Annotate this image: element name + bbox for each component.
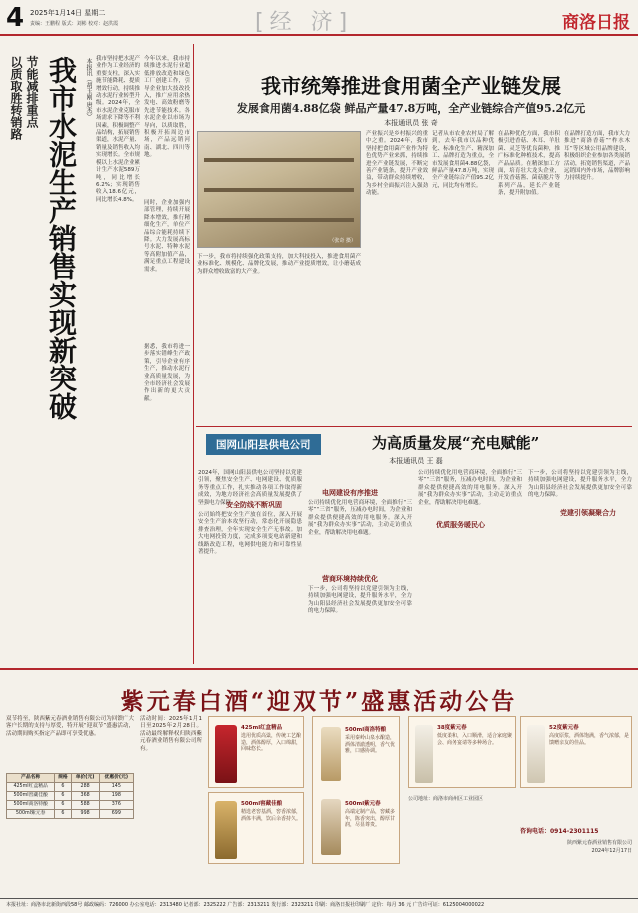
newspaper-logo: 商洛日报 bbox=[562, 13, 630, 33]
subhead-safety: 安全防线不断巩固 bbox=[226, 501, 282, 509]
liquor-bottle-icon bbox=[321, 799, 341, 855]
main-story-col4: 在品牌打造方面，我市大力推进“商洛香菇”“柞水木耳”等区域公用品牌建设，积极组织企业参加各类展销活动，拓宽销售渠道，产品远销国内外市场，品牌影响力持续提升。 bbox=[564, 131, 631, 182]
left-kicker-2: 节能减排重点 bbox=[25, 56, 39, 128]
product-name: 425ml红盒精品 bbox=[241, 725, 283, 731]
table-row bbox=[7, 783, 134, 792]
table-cell: 425ml红盒精品 bbox=[7, 783, 55, 792]
ad-hotline: 咨询电话：0914-2301115 bbox=[520, 828, 599, 835]
table-row bbox=[7, 810, 134, 819]
left-story-col3: 同时，企业加强内部管理，持续开展降本增效，推行精细化生产，单位产品综合能耗持续下降。大力发展高标号水泥、特种水泥等高附加值产品，满足重点工程建设需求。 bbox=[144, 200, 190, 273]
table-cell: 6 bbox=[55, 792, 71, 801]
second-story-col1: 2024年，国网山阳县供电公司坚持以党建引领，聚焦安全生产、电网建设、优质服务等重点工作，扎实推动各项工作取得新成效，为地方经济社会高质量发展提供了坚强电力保障。 bbox=[198, 470, 302, 506]
photo-shelf bbox=[204, 188, 354, 192]
ad-price-table bbox=[6, 773, 134, 819]
left-story-col4: 据悉，我市将进一步落实错峰生产政策，引导企业有序生产，推动水泥行业高质量发展，为全市经济社会发展作出新的更大贡献。 bbox=[144, 344, 190, 402]
ad-company: 陕西紫元春酒业销售有限公司 bbox=[566, 840, 632, 846]
ad-address: 公司地址：商洛市商州区工业园区 bbox=[408, 796, 484, 802]
left-story-col2: 今年以来，我市持续推进水泥行业超低排放改造和绿色工厂创建工作，引导企业加大技改投入，推广应用余热发电、高效粉磨等先进节能技术。各水泥企业以市场为导向，以质取胜，积极开拓周边市场，产品远销河南、湖北、四川等地。 bbox=[144, 56, 190, 159]
photo-shelf bbox=[204, 218, 354, 222]
main-story-col1: 产业振兴是乡村振兴的重中之重。2024年，我市坚持把食用菌产业作为特色优势产业来抓，持续推进全产业链发展，不断完善产业链条，提升产业效益，带动群众持续增收，为乡村全面振兴注入强劲动能。 bbox=[366, 131, 428, 197]
table-cell: 500ml紫元春 bbox=[7, 810, 55, 819]
table-cell: 376 bbox=[99, 801, 133, 810]
table-cell: 588 bbox=[71, 801, 99, 810]
main-subheadline: 发展食用菌4.88亿袋 鲜品产量47.8万吨，全产业链综合产值95.2亿元 bbox=[236, 102, 586, 115]
left-kicker-1: 以质取胜转销路 bbox=[9, 56, 23, 140]
table-cell: 500ml商洛特酿 bbox=[7, 801, 55, 810]
table-row bbox=[7, 801, 134, 810]
ad-intro-left: 双节将至，陕西紫元春酒业销售有限公司为回馈广大客户长期的支持与厚爱，特开展“迎双节”盛惠活动，活动期间购买指定产品即可享受优惠。 bbox=[6, 716, 134, 737]
subhead-party: 党建引领凝聚合力 bbox=[560, 509, 616, 517]
main-byline: 本报通讯员 张 奇 bbox=[384, 119, 438, 127]
ad-divider bbox=[0, 668, 638, 670]
subhead-business: 营商环境持续优化 bbox=[322, 575, 378, 583]
main-story-col5: 下一步，我市将持续强化政策支持，加大科技投入，推进食用菌产业标准化、规模化、品牌化发展，推动产业提质增效，让小蘑菇成为群众增收致富的大产业。 bbox=[197, 254, 361, 275]
mushroom-farm-photo bbox=[197, 131, 361, 248]
table-cell: 368 bbox=[71, 792, 99, 801]
second-headline: 为高质量发展“充电赋能” bbox=[372, 434, 540, 452]
product-card-4 bbox=[408, 716, 516, 788]
product-desc: 采用秦岭山泉水酿造，酒体清澈透明，香气优雅，口感协调。 bbox=[345, 735, 396, 755]
second-byline: 本报通讯员 王 磊 bbox=[389, 457, 443, 465]
section-title: [经 济] bbox=[255, 10, 354, 35]
photo-shelf bbox=[204, 158, 354, 162]
left-story-col1: 我市坚持把水泥产业作为工业经济的重要支柱，深入实施节能降耗、提质增效行动，持续推动水泥行业转型升级。2024年，全市水泥企业克服市场需求下降等不利因素，积极调整产品结构，拓展销售渠道，水泥产量、销量及销售收入均实现增长。全市规模以上水泥企业累计生产水泥589万吨，同比增长6.2%；实现销售收入18.6亿元，同比增长4.8%。 bbox=[96, 56, 141, 203]
page-number: 4 bbox=[6, 3, 25, 33]
liquor-bottle-icon bbox=[527, 725, 545, 783]
ad-intro-right: 活动时间：2025年1月1日至2025年2月28日。活动最终解释权归陕西紫元春酒业销售有限公司所有。 bbox=[140, 716, 202, 752]
product-name: 52度紫元春 bbox=[549, 725, 579, 731]
product-name: 500ml窖藏佳酿 bbox=[241, 801, 283, 807]
product-desc: 高度原浆，酒体饱满，香气浓郁，是馈赠亲友的佳品。 bbox=[549, 733, 630, 746]
second-story-col6: 下一步，公司将坚持以党建引领为主线，持续加强电网建设，提升服务水平，全力为山阳县经济社会发展提供更加安全可靠的电力保障。 bbox=[528, 470, 632, 499]
table-cell: 998 bbox=[71, 810, 99, 819]
product-card-1 bbox=[208, 716, 304, 788]
story-divider bbox=[196, 426, 632, 427]
product-desc: 精选老窖基酒，窖香浓郁，酒体丰满，饮后余香持久。 bbox=[241, 809, 302, 822]
left-headline: 我市水泥生产销售实现新突破 bbox=[45, 56, 78, 420]
ad-title: 紫元春白酒“迎双节”盛惠活动公告 bbox=[120, 688, 518, 715]
second-story-col4: 下一步，公司将坚持以党建引领为主线，持续加强电网建设，提升服务水平，全力为山阳县经济社会发展提供更加安全可靠的电力保障。 bbox=[308, 586, 412, 615]
table-cell: 145 bbox=[99, 783, 133, 792]
table-row bbox=[7, 792, 134, 801]
table-header: 产品名称 bbox=[7, 774, 55, 783]
ad-date: 2024年12月17日 bbox=[591, 848, 632, 854]
product-desc: 高端定制产品，窖藏多年，陈香突出，醇厚甘润，尽显尊贵。 bbox=[345, 809, 396, 829]
editors-line: 责编：王鹏程 版式：刘彬 校对：赵洪霞 bbox=[30, 21, 119, 27]
liquor-bottle-icon bbox=[415, 725, 433, 783]
table-header: 优惠价(元) bbox=[99, 774, 133, 783]
main-story-col3: 在品种优化方面，我市积极引进香菇、木耳、羊肚菌、灵芝等优良菌种，推广标准化种植技术，提高产品品质。在精深加工方面，培育壮大龙头企业，开发香菇酱、菌菇脆片等系列产品，延长产业链条，提升附加值。 bbox=[498, 131, 560, 197]
liquor-box-icon bbox=[215, 725, 237, 783]
subhead-grid: 电网建设有序推进 bbox=[322, 489, 378, 497]
liquor-bottle-icon bbox=[321, 727, 341, 781]
product-name: 500ml商洛特酿 bbox=[345, 727, 387, 733]
subhead-service: 优质服务暖民心 bbox=[436, 521, 485, 529]
column-divider bbox=[193, 44, 194, 664]
photo-caption: （张奇 摄） bbox=[329, 238, 356, 244]
table-header-row bbox=[7, 774, 134, 783]
product-card-2 bbox=[208, 792, 304, 864]
second-story-col2: 公司始终把安全生产放在首位，深入开展安全生产治本攻坚行动，常态化开展隐患排查治理，全年实现安全生产无事故。加大电网投资力度，完成多项变电站新建和线路改造工程，电网供电能力和可靠性显著提升。 bbox=[198, 512, 302, 556]
table-cell: 6 bbox=[55, 801, 71, 810]
main-story-col2: 记者从市农业农村局了解到，去年我市以品种优化、标准化生产、精深加工、品牌打造为重点，全市发展食用菌4.88亿袋，鲜品产量47.8万吨，实现全产业链综合产值95.2亿元，同比均有增长。 bbox=[432, 131, 494, 189]
table-cell: 288 bbox=[71, 783, 99, 792]
table-header: 规格 bbox=[55, 774, 71, 783]
product-desc: 选用优质高粱，传统工艺酿造，酒体醇厚，入口绵甜，回味悠长。 bbox=[241, 733, 302, 753]
table-cell: 198 bbox=[99, 792, 133, 801]
product-name: 500ml紫元春 bbox=[345, 801, 381, 807]
table-cell: 6 bbox=[55, 810, 71, 819]
masthead bbox=[0, 0, 638, 36]
footer: 本报社址：商洛市北新街西段58号 邮政编码：726000 办公室电话：2313480 记者部：2325222 广告部：2313211 发行部：2323211 印刷：商洛日报社印刷厂 定价：每月 36 元 广告许可证：6125004000022 bbox=[0, 898, 638, 913]
second-story-col3: 公司持续优化用电营商环境，全面推行“三零”“三省”服务，压减办电时间，为企业和群众提供便捷高效的用电服务。深入开展“我为群众办实事”活动，主动走访重点企业，帮助解决用电难题。 bbox=[308, 500, 412, 536]
product-desc: 低度柔和，入口顺滑，适合家庭聚会、商务宴请等多种场合。 bbox=[437, 733, 513, 746]
product-name: 38度紫元春 bbox=[437, 725, 467, 731]
liquor-bottle-icon bbox=[215, 801, 237, 859]
second-story-col5: 公司持续优化用电营商环境，全面推行“三零”“三省”服务，压减办电时间，为企业和群众提供便捷高效的用电服务。深入开展“我为群众办实事”活动，主动走访重点企业，帮助解决用电难题。 bbox=[418, 470, 522, 506]
product-card-3 bbox=[312, 716, 400, 864]
company-badge: 国网山阳县供电公司 bbox=[206, 434, 321, 455]
table-cell: 500ml窖藏佳酿 bbox=[7, 792, 55, 801]
main-headline: 我市统筹推进食用菌全产业链发展 bbox=[261, 74, 561, 98]
table-cell: 6 bbox=[55, 783, 71, 792]
left-byline: 本报讯（胡玉刚 唐杰） bbox=[85, 58, 92, 120]
table-cell: 699 bbox=[99, 810, 133, 819]
product-card-5 bbox=[520, 716, 632, 788]
table-header: 单价(元) bbox=[71, 774, 99, 783]
publication-date: 2025年1月14日 星期二 bbox=[30, 9, 106, 17]
